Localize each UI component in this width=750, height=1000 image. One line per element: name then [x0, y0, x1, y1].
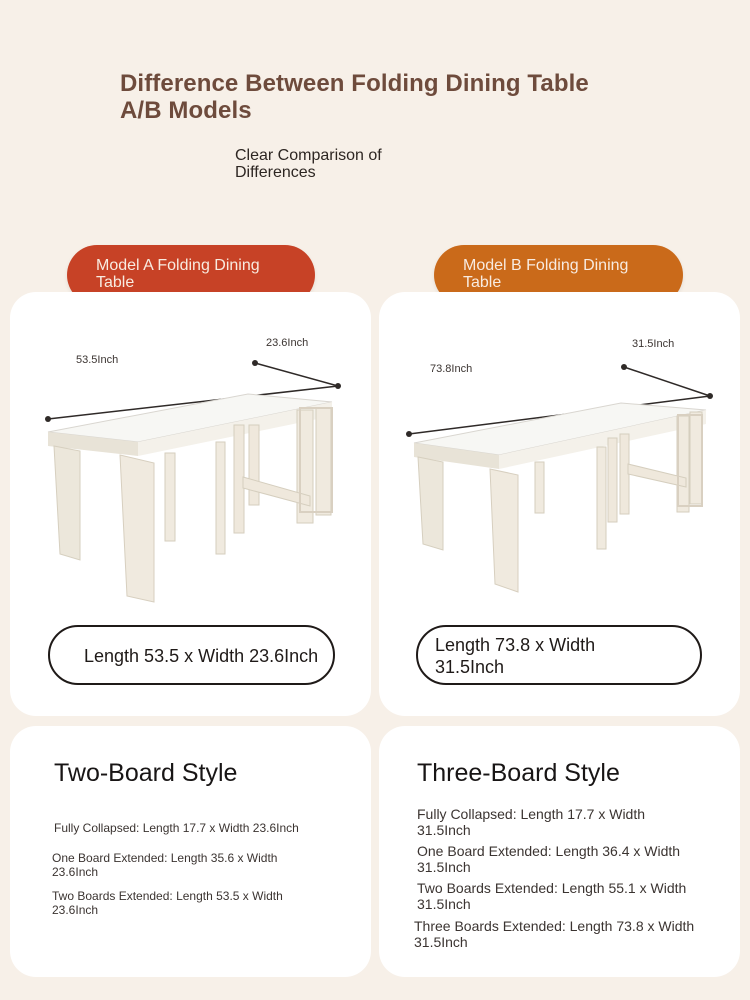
model-a-width-dimension: 23.6Inch: [266, 337, 309, 349]
model-a-size-summary: [48, 625, 335, 685]
page-title: Difference Between Folding Dining Table A/B Models: [120, 70, 589, 124]
model-b-width-dimension: 31.5Inch: [632, 338, 675, 350]
model-b-detail-two-boards: Two Boards Extended: Length 55.1 x Width 31.5Inch: [417, 880, 687, 912]
model-a-length-dimension: 53.5Inch: [76, 354, 119, 366]
page-subtitle: Clear Comparison of Differences: [235, 147, 382, 181]
model-b-style-card: [379, 726, 740, 977]
model-b-style-title: Three-Board Style: [417, 759, 620, 787]
model-b-detail-three-boards: Three Boards Extended: Length 73.8 x Width 31.5Inch: [414, 918, 695, 950]
model-b-detail-collapsed: Fully Collapsed: Length 17.7 x Width 31.5Inch: [417, 806, 646, 838]
model-a-label: Model A Folding Dining Table: [96, 257, 260, 291]
model-b-label: Model B Folding Dining Table: [463, 257, 629, 291]
model-b-product-card: [379, 292, 740, 716]
model-a-detail-collapsed: Fully Collapsed: Length 17.7 x Width 23.6Inch: [54, 821, 299, 835]
model-a-detail-two-boards: Two Boards Extended: Length 53.5 x Width 23.6Inch: [52, 889, 283, 917]
model-a-detail-one-board: One Board Extended: Length 35.6 x Width 23.6Inch: [52, 851, 278, 879]
model-b-detail-one-board: One Board Extended: Length 36.4 x Width 31.5Inch: [417, 843, 681, 875]
model-a-style-card: [10, 726, 371, 977]
model-b-size-summary-text: Length 73.8 x Width 31.5Inch: [435, 635, 596, 677]
model-a-product-card: [10, 292, 371, 716]
model-a-size-summary-text: Length 53.5 x Width 23.6Inch: [84, 646, 319, 666]
model-a-style-title: Two-Board Style: [54, 759, 238, 787]
model-b-size-summary: [416, 625, 702, 685]
model-b-length-dimension: 73.8Inch: [430, 363, 473, 375]
